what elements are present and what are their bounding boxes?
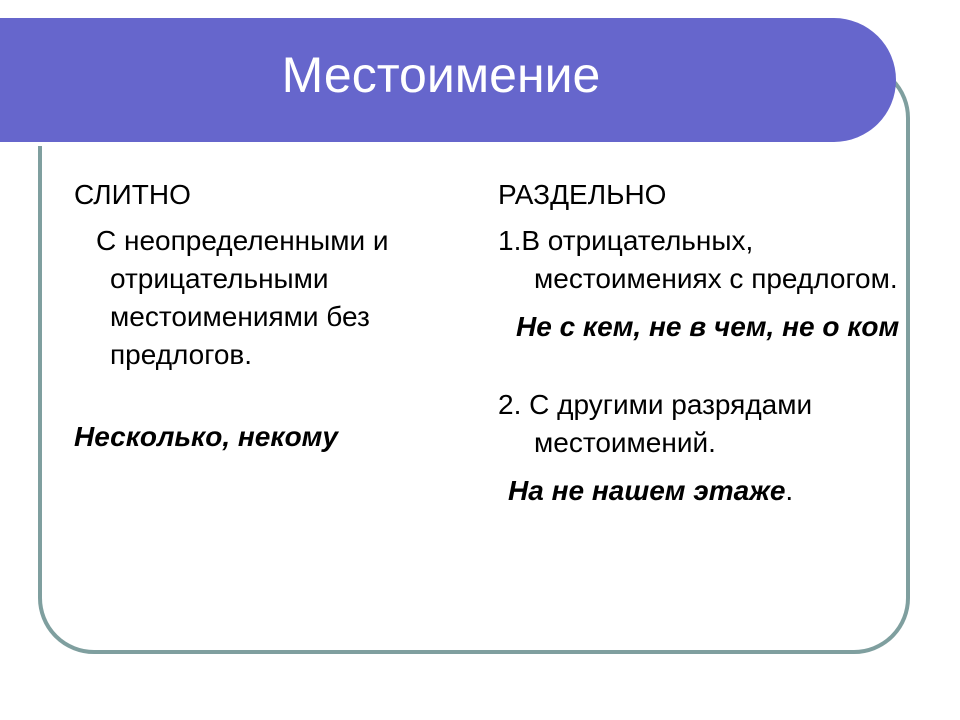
right-column-rule-2: 2. С другими разрядами местоимений. bbox=[498, 389, 813, 458]
left-column-heading: СЛИТНО bbox=[74, 179, 191, 210]
right-column-example-2-line bbox=[498, 472, 918, 510]
right-column bbox=[498, 176, 918, 510]
left-column-rule: С неопределенными и отрицательными местоимениями без предлогов. bbox=[96, 225, 389, 370]
slide-title: Местоимение bbox=[281, 47, 601, 103]
left-column-example: Несколько, некому bbox=[74, 421, 338, 452]
right-column-example-1: Не с кем, не в чем, не о ком bbox=[516, 311, 900, 342]
right-column-example-2: На не нашем этаже bbox=[508, 475, 786, 506]
right-column-rule-1: 1.В отрицательных, местоимениях с предлогом. bbox=[498, 225, 898, 294]
right-column-heading: РАЗДЕЛЬНО bbox=[498, 179, 667, 210]
title-underline bbox=[0, 142, 846, 146]
right-column-example-2-period: . bbox=[785, 475, 794, 506]
left-column bbox=[74, 176, 474, 456]
